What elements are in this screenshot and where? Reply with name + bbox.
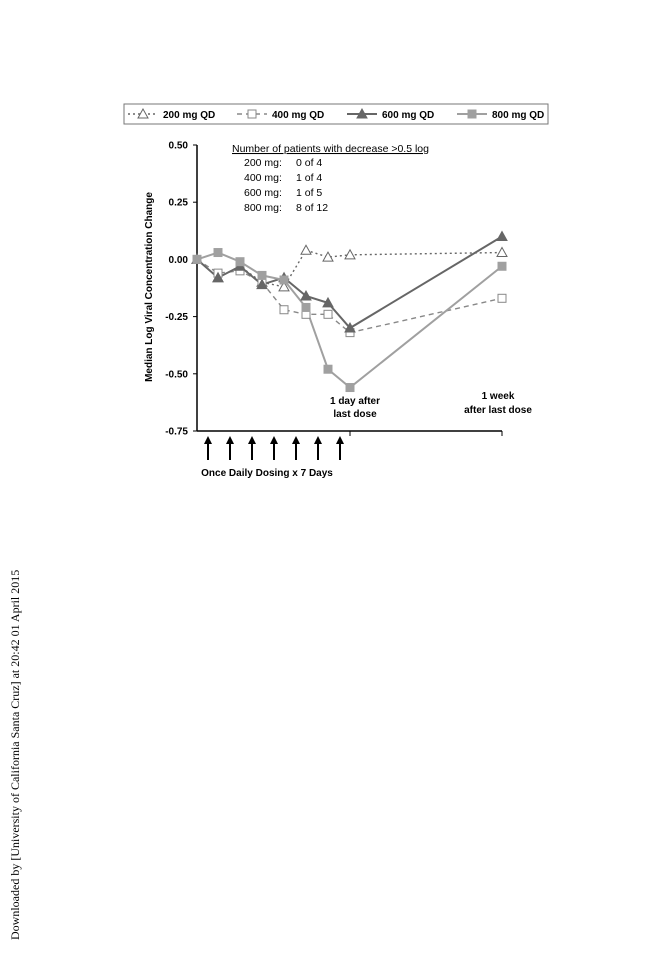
annotation-count: 1 of 5 (296, 187, 323, 199)
dose-arrow-head (336, 436, 344, 444)
week-after-label-line1: 1 week (481, 391, 515, 402)
annotation-title: Number of patients with decrease >0.5 log (232, 143, 429, 155)
dose-arrow-head (204, 436, 212, 444)
y-tick-label: -0.75 (165, 426, 188, 438)
data-point-square (498, 262, 506, 270)
dosing-label: Once Daily Dosing x 7 Days (201, 468, 333, 479)
data-point-square (258, 271, 266, 279)
data-point-square (280, 276, 288, 284)
day-after-label-line2: last dose (333, 409, 377, 420)
data-point-square (248, 110, 256, 118)
data-point-square (324, 310, 332, 318)
annotation-dose: 800 mg: (244, 202, 282, 214)
data-point-triangle (301, 245, 311, 254)
axes (165, 141, 502, 438)
legend-label: 800 mg QD (492, 110, 545, 121)
data-point-square (468, 110, 476, 118)
annotation-count: 0 of 4 (296, 157, 323, 169)
download-watermark: Downloaded by [University of California Santa Cruz] at 20:42 01 April 2015 (8, 569, 22, 940)
annotation-dose: 400 mg: (244, 172, 282, 184)
y-tick-label: 0.25 (168, 197, 188, 209)
data-point-square (280, 306, 288, 314)
data-point-square (302, 303, 310, 311)
y-axis-label: Median Log Viral Concentration Change (144, 192, 155, 382)
dose-arrow-head (248, 436, 256, 444)
data-point-square (193, 255, 201, 263)
y-tick-label: -0.50 (165, 369, 188, 381)
data-point-triangle (497, 248, 507, 257)
data-point-square (498, 294, 506, 302)
dose-arrow-head (226, 436, 234, 444)
annotation-table (232, 143, 429, 214)
data-point-square (324, 365, 332, 373)
annotation-count: 8 of 12 (296, 202, 329, 214)
legend-label: 200 mg QD (163, 110, 216, 121)
annotation-count: 1 of 4 (296, 172, 323, 184)
annotation-dose: 600 mg: (244, 187, 282, 199)
series-group (192, 232, 507, 392)
dose-arrow-head (292, 436, 300, 444)
legend-label: 400 mg QD (272, 110, 325, 121)
dose-arrow-head (314, 436, 322, 444)
data-point-square (236, 258, 244, 266)
y-tick-label: 0.00 (168, 254, 188, 266)
dose-arrows (204, 436, 344, 460)
week-after-label-line2: after last dose (464, 405, 532, 416)
dose-arrow-head (270, 436, 278, 444)
data-point-triangle (497, 232, 507, 241)
y-tick-label: 0.50 (168, 140, 188, 152)
data-point-triangle (345, 250, 355, 259)
data-point-square (214, 249, 222, 257)
annotation-dose: 200 mg: (244, 157, 282, 169)
day-after-label-line1: 1 day after (329, 396, 381, 407)
legend-label: 600 mg QD (382, 110, 435, 121)
data-point-square (346, 384, 354, 392)
y-tick-label: -0.25 (165, 312, 188, 324)
